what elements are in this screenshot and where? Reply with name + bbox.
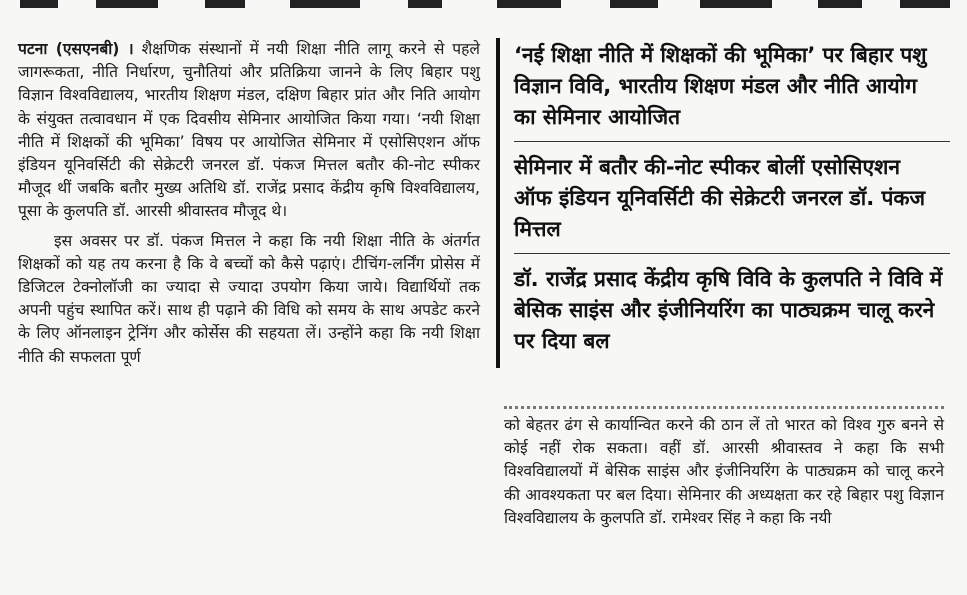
sub-headline-1: सेमिनार में बतौर की-नोट स्पीकर बोलीं एसोसिएशन ऑफ इंडियन यूनिवर्सिटी की सेक्रेटरी जनरल डॉ. पंकज मित्तल	[514, 155, 926, 241]
dateline: पटना (एसएनबी) ।	[18, 40, 134, 58]
cropped-headline-fragment	[610, 0, 658, 8]
cropped-headline-fragment	[408, 0, 442, 8]
headline-panel	[514, 40, 944, 365]
main-headline: ‘नई शिक्षा नीति में शिक्षकों की भूमिका’ पर बिहार पशु विज्ञान विवि, भारतीय शिक्षण मंडल और नीति आयोग का सेमिनार आयोजित	[514, 43, 927, 129]
article-paragraph-3: को बेहतर ढंग से कार्यान्वित करने की ठान लें तो भारत को विश्व गुरु बनने से कोई नहीं रोक सकता। वहीं डॉ. आरसी श्रीवास्तव ने कहा कि सभी विश्वविद्यालयों में बेसिक साइंस और इंजीनियरिंग के पाठ्यक्रम को चालू करने की आवश्यकता पर बल दिया। सेमिनार की अध्यक्षता कर रहे बिहार पशु विज्ञान विश्वविद्यालय के कुलपति डॉ. रामेश्वर सिंह ने कहा कि नयी	[504, 416, 944, 527]
cropped-headline-fragment	[900, 0, 950, 8]
article-paragraph-1	[18, 38, 480, 224]
paragraph-1-text: शैक्षणिक संस्थानों में नयी शिक्षा नीति लागू करने से पहले जागरूकता, नीति निर्धारण, चुनौतियां और प्रतिक्रिया जानने के लिए बिहार पशु विज्ञान विश्वविद्यालय, भारतीय शिक्षण मंडल, दक्षिण बिहार प्रांत और निति आयोग के संयुक्त तत्वावधान में एक दिवसीय सेमिनार आयोजित किया गया। ‘नयी शिक्षा नीति में शिक्षकों की भूमिका’ विषय पर आयोजित सेमिनार में एसोसिएशन ऑफ इंडियन यूनिवर्सिटी की सेक्रेटरी जनरल डॉ. पंकज मित्तल बतौर की-नोट स्पीकर मौजूद थीं जबकि बतौर मुख्य अतिथि डॉ. राजेंद्र प्रसाद केंद्रीय कृषि विश्वविद्यालय, पूसा के कुलपति डॉ. आरसी श्रीवास्तव मौजूद थे।	[18, 40, 480, 221]
article-left-column	[18, 38, 480, 369]
article-paragraph-2: इस अवसर पर डॉ. पंकज मित्तल ने कहा कि नयी शिक्षा नीति के अंतर्गत शिक्षकों को यह तय करना है कि वे बच्चों को कैसे पढ़ाएं। टीचिंग-लर्निंग प्रोसेस में डिजिटल टेक्नोलॉजी का ज्यादा से ज्यादा उपयोग किया जाये। विद्यार्थियों तक अपनी पहुंच स्थापित करें। साथ ही पढ़ाने की विधि को समय के साथ अपडेट करने के लिए ऑनलाइन ट्रेनिंग और कोर्सेस की सहयता लें। उन्होंने कहा कि नयी शिक्षा नीति की सफलता पूर्ण	[18, 231, 480, 366]
cropped-headline-fragment	[96, 0, 158, 8]
cropped-headline-fragment	[290, 0, 360, 8]
dotted-divider	[504, 406, 944, 409]
sub-headline-2: डॉ. राजेंद्र प्रसाद केंद्रीय कृषि विवि के कुलपति ने विवि में बेसिक साइंस और इंजीनियरिंग का पाठ्यक्रम चालू करने पर दिया बल	[514, 267, 943, 353]
column-divider	[496, 38, 500, 368]
cropped-headline-fragment	[818, 0, 862, 8]
cropped-headline-fragment	[700, 0, 772, 8]
cropped-headline-fragment	[205, 0, 245, 8]
cropped-headline-strip	[0, 0, 967, 14]
article-right-column	[504, 414, 944, 530]
cropped-headline-fragment	[20, 0, 58, 8]
cropped-headline-fragment	[497, 0, 561, 8]
